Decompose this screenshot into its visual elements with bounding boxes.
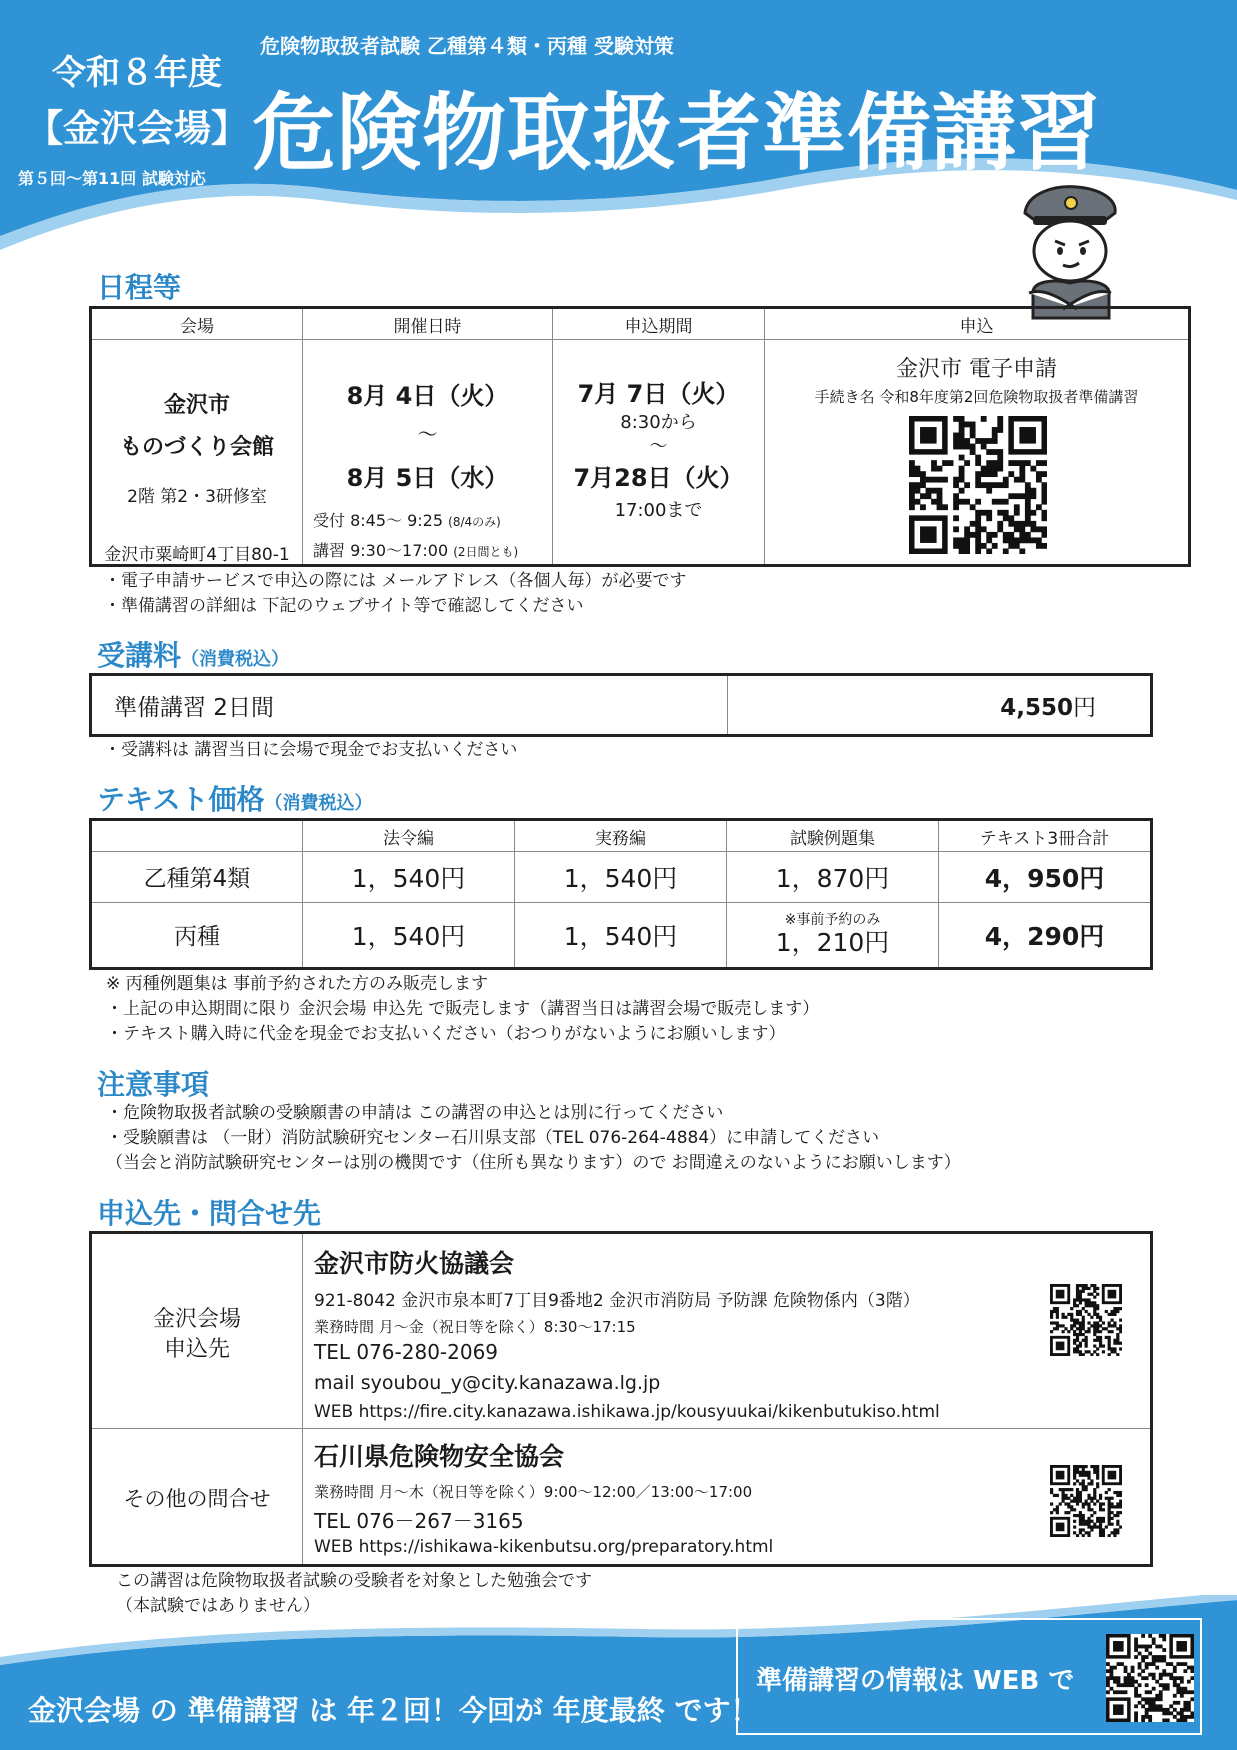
schedule-note-2: ・準備講習の詳細は 下記のウェブサイト等で確認してください bbox=[104, 596, 584, 616]
other-hours: 業務時間 月～木（祝日等を除く）9:00～12:00／13:00～17:00 bbox=[314, 1483, 753, 1501]
police-mascot-icon bbox=[1015, 183, 1123, 323]
schedule-heading: 日程等 bbox=[97, 271, 182, 304]
row-label: 乙種第4類 bbox=[91, 852, 303, 903]
price-cell: 1，540円 bbox=[515, 902, 727, 968]
other-org: 石川県危険物安全協会 bbox=[314, 1442, 565, 1471]
kanazawa-label-2: 申込先 bbox=[163, 1337, 230, 1362]
schedule-note-1: ・電子申請サービスで申込の際には メールアドレス（各個人毎）が必要です bbox=[104, 571, 687, 591]
apply-end: 7月28日（火） bbox=[573, 464, 744, 492]
apply-end-time: 17:00まで bbox=[614, 500, 703, 521]
row-label: 丙種 bbox=[91, 902, 303, 968]
kanazawa-mail[interactable]: mail syoubou_y@city.kanazawa.lg.jp bbox=[314, 1372, 661, 1394]
price-cell: 1，540円 bbox=[303, 852, 515, 903]
apply-start: 7月 7日（火） bbox=[577, 380, 740, 408]
header-venue: 【金沢会場】 bbox=[26, 107, 248, 150]
text-note-1: ※ 丙種例題集は 事前予約された方のみ販売します bbox=[106, 974, 489, 994]
schedule-table bbox=[89, 306, 1191, 567]
text-price-heading: テキスト価格（消費税込） bbox=[97, 783, 373, 816]
kanazawa-org: 金沢市防火協議会 bbox=[314, 1249, 515, 1278]
footer-web-info: 準備講習の情報は WEB で bbox=[756, 1666, 1075, 1696]
col-date: 開催日時 bbox=[303, 308, 553, 340]
reception-time: 受付 8:45～ 9:25 (8/4のみ) bbox=[313, 511, 501, 530]
lecture-time: 講習 9:30～17:00 (2日間とも) bbox=[313, 541, 519, 560]
header-subtitle: 危険物取扱者試験 乙種第４類・丙種 受験対策 bbox=[260, 34, 674, 58]
kanazawa-label-cell bbox=[91, 1233, 303, 1429]
qr-code-icon[interactable] bbox=[909, 416, 1047, 554]
procedure-name: 手続き名 令和8年度第2回危険物取扱者準備講習 bbox=[814, 388, 1139, 406]
other-label: その他の問合せ bbox=[123, 1487, 271, 1511]
qr-code-icon[interactable] bbox=[1050, 1284, 1122, 1356]
caution-note-2: ・受験願書は （一財）消防試験研究センター石川県支部（TEL 076-264-4884）に申請してください bbox=[106, 1128, 880, 1148]
fee-table bbox=[89, 673, 1153, 737]
caution-note-3: （当会と消防試験研究センターは別の機関です（住所も異なります）ので お間違えのないようにお願いします） bbox=[106, 1153, 961, 1173]
footer-banner bbox=[0, 1595, 1237, 1750]
price-cell: 1，540円 bbox=[303, 902, 515, 968]
price-total-cell: 4，950円 bbox=[939, 852, 1152, 903]
price-cell: 1，870円 bbox=[727, 852, 939, 903]
date-start: 8月 4日（火） bbox=[346, 382, 509, 410]
price-col-blank bbox=[91, 820, 303, 852]
col-apply-period: 申込期間 bbox=[553, 308, 765, 340]
qr-code-icon[interactable] bbox=[1106, 1634, 1194, 1722]
contact-heading: 申込先・問合せ先 bbox=[97, 1197, 322, 1230]
contact-table bbox=[89, 1231, 1153, 1567]
page-title: 危険物取扱者準備講習 bbox=[252, 84, 1103, 182]
text-price-table bbox=[89, 818, 1153, 970]
price-col-practice: 実務編 bbox=[515, 820, 727, 852]
other-detail-cell bbox=[303, 1429, 1152, 1566]
kanazawa-detail-cell bbox=[303, 1233, 1152, 1429]
fee-heading: 受講料（消費税込） bbox=[97, 639, 290, 672]
text-note-2: ・上記の申込期間に限り 金沢会場 申込先 で販売します（講習当日は講習会場で販売します） bbox=[106, 999, 820, 1019]
fee-item: 準備講習 2日間 bbox=[91, 675, 728, 736]
date-end: 8月 5日（水） bbox=[346, 464, 509, 492]
fee-note: ・受講料は 講習当日に会場で現金でお支払いください bbox=[104, 740, 518, 760]
text-note-3: ・テキスト購入時に代金を現金でお支払いください（おつりがないようにお願いします） bbox=[106, 1024, 786, 1044]
apply-start-time: 8:30から bbox=[620, 412, 697, 433]
price-cell: ※事前予約のみ 1，210円 bbox=[727, 902, 939, 968]
footer-message: 金沢会場 の 準備講習 は 年２回！今回が 年度最終 です！ bbox=[28, 1694, 759, 1727]
venue-cell bbox=[91, 340, 303, 566]
header-rounds: 第５回～第11回 試験対応 bbox=[18, 169, 206, 188]
apply-period-cell bbox=[553, 340, 765, 566]
other-label-cell bbox=[91, 1429, 303, 1566]
col-apply: 申込 bbox=[765, 308, 1190, 340]
qr-code-icon[interactable] bbox=[1050, 1465, 1122, 1537]
header-year: 令和８年度 bbox=[52, 53, 222, 93]
caution-note-1: ・危険物取扱者試験の受験願書の申請は この講習の申込とは別に行ってください bbox=[106, 1103, 724, 1123]
price-cell: 1，540円 bbox=[515, 852, 727, 903]
text-notes bbox=[106, 972, 819, 1047]
bottom-note-1: この講習は危険物取扱者試験の受験者を対象とした勉強会です bbox=[116, 1571, 592, 1591]
apply-method: 金沢市 電子申請 bbox=[896, 357, 1057, 382]
footer-web-box[interactable] bbox=[736, 1618, 1202, 1735]
venue-city: 金沢市 bbox=[163, 393, 230, 418]
price-total-cell: 4，290円 bbox=[939, 902, 1152, 968]
schedule-notes bbox=[104, 569, 687, 619]
kanazawa-address: 921-8042 金沢市泉本町7丁目9番地2 金沢市消防局 予防課 危険物係内（3階） bbox=[314, 1291, 920, 1311]
preorder-note: ※事前予約のみ bbox=[784, 911, 881, 928]
venue-name: ものづくり会館 bbox=[119, 435, 274, 460]
caution-notes bbox=[106, 1101, 961, 1176]
venue-address: 金沢市粟崎町4丁目80-1 bbox=[104, 545, 290, 565]
table-row bbox=[91, 852, 1152, 903]
col-venue: 会場 bbox=[91, 308, 303, 340]
kanazawa-web[interactable]: WEB https://fire.city.kanazawa.ishikawa.jp/kousyuukai/kikenbutukiso.html bbox=[314, 1402, 940, 1422]
other-tel[interactable]: TEL 076－267－3165 bbox=[314, 1509, 524, 1533]
price-col-total: テキスト3冊合計 bbox=[939, 820, 1152, 852]
date-tilde: ～ bbox=[417, 422, 438, 446]
apply-method-cell bbox=[765, 340, 1190, 566]
date-cell bbox=[303, 340, 553, 566]
fee-amount: 4,550円 bbox=[728, 675, 1152, 736]
venue-room: 2階 第2・3研修室 bbox=[127, 487, 267, 507]
kanazawa-label-1: 金沢会場 bbox=[152, 1307, 241, 1332]
price-col-law: 法令編 bbox=[303, 820, 515, 852]
other-web[interactable]: WEB https://ishikawa-kikenbutsu.org/preparatory.html bbox=[314, 1537, 774, 1557]
caution-heading: 注意事項 bbox=[97, 1068, 210, 1101]
kanazawa-hours: 業務時間 月～金（祝日等を除く）8:30～17:15 bbox=[314, 1318, 636, 1336]
kanazawa-tel[interactable]: TEL 076-280-2069 bbox=[314, 1340, 499, 1364]
price-col-examples: 試験例題集 bbox=[727, 820, 939, 852]
bottom-note-2: （本試験ではありません） bbox=[116, 1596, 320, 1616]
apply-tilde: ～ bbox=[649, 436, 668, 457]
table-row bbox=[91, 902, 1152, 968]
